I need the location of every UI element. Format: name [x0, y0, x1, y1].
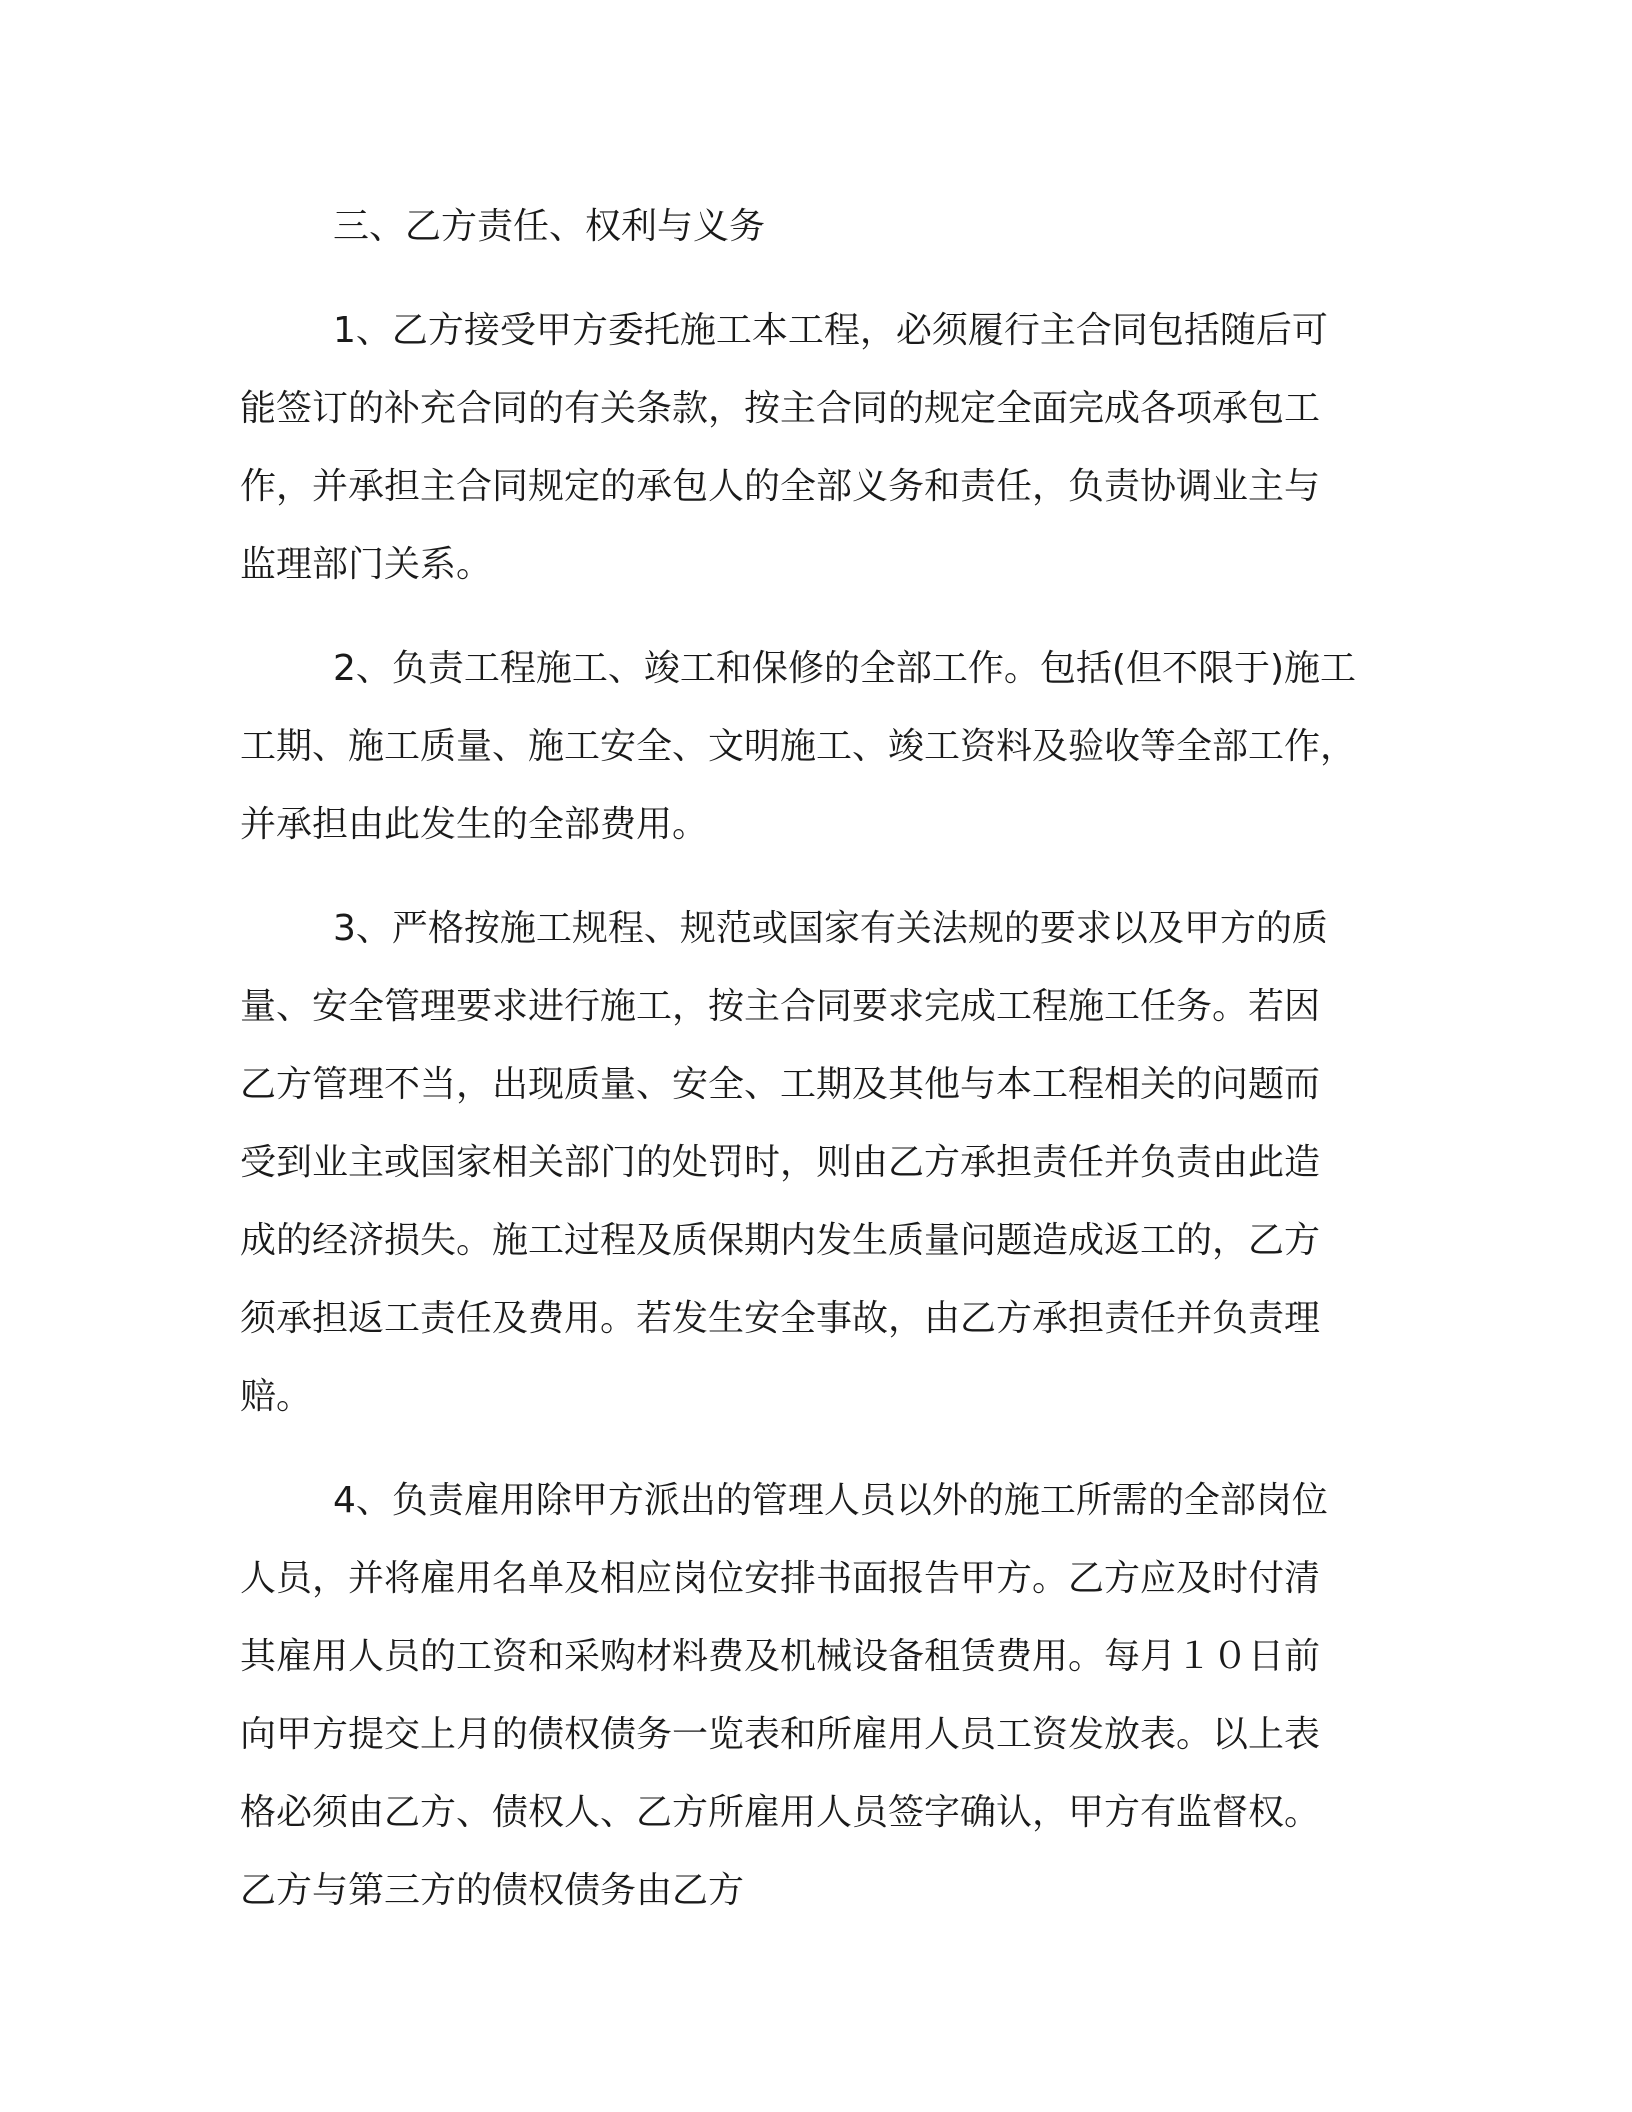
clause-1-line-2: 能签订的补充合同的有关条款，按主合同的规定全面完成各项承包工 — [240, 388, 1321, 429]
clause-3 — [240, 890, 1404, 1436]
clause-3-line-1: 3、严格按施工规程、规范或国家有关法规的要求以及甲方的质 — [333, 908, 1328, 949]
clause-4 — [240, 1462, 1404, 1930]
clause-4-line-4: 向甲方提交上月的债权债务一览表和所雇用人员工资发放表。以上表 — [240, 1714, 1321, 1755]
clause-1-line-1: 1、乙方接受甲方委托施工本工程，必须履行主合同包括随后可 — [333, 310, 1328, 351]
clause-4-line-6: 乙方与第三方的债权债务由乙方 — [240, 1870, 745, 1911]
clause-2-line-2: 工期、施工质量、施工安全、文明施工、竣工资料及验收等全部工作， — [240, 726, 1357, 767]
clause-4-line-5: 格必须由乙方、债权人、乙方所雇用人员签字确认，甲方有监督权。 — [240, 1792, 1321, 1833]
clause-3-line-4: 受到业主或国家相关部门的处罚时，则由乙方承担责任并负责由此造 — [240, 1142, 1321, 1183]
clause-3-line-5: 成的经济损失。施工过程及质保期内发生质量问题造成返工的，乙方 — [240, 1220, 1321, 1261]
clause-1-line-3: 作，并承担主合同规定的承包人的全部义务和责任，负责协调业主与 — [240, 466, 1321, 507]
clause-2 — [240, 630, 1404, 864]
clause-3-line-2: 量、安全管理要求进行施工，按主合同要求完成工程施工任务。若因 — [240, 986, 1321, 1027]
clause-2-line-3: 并承担由此发生的全部费用。 — [240, 804, 709, 845]
clause-4-line-1: 4、负责雇用除甲方派出的管理人员以外的施工所需的全部岗位 — [333, 1480, 1328, 1521]
clause-4-line-3: 其雇用人员的工资和采购材料费及机械设备租赁费用。每月１０日前 — [240, 1636, 1321, 1677]
clause-4-line-2: 人员，并将雇用名单及相应岗位安排书面报告甲方。乙方应及时付清 — [240, 1558, 1321, 1599]
clause-1 — [240, 292, 1404, 604]
clause-3-line-7: 赔。 — [240, 1376, 313, 1417]
clause-3-line-6: 须承担返工责任及费用。若发生安全事故，由乙方承担责任并负责理 — [240, 1298, 1321, 1339]
clause-1-line-4: 监理部门关系。 — [240, 544, 493, 585]
clause-3-line-3: 乙方管理不当，出现质量、安全、工期及其他与本工程相关的问题而 — [240, 1064, 1321, 1105]
clause-2-line-1: 2、负责工程施工、竣工和保修的全部工作。包括(但不限于)施工 — [333, 648, 1356, 689]
section-heading: 三、乙方责任、权利与义务 — [333, 206, 766, 247]
